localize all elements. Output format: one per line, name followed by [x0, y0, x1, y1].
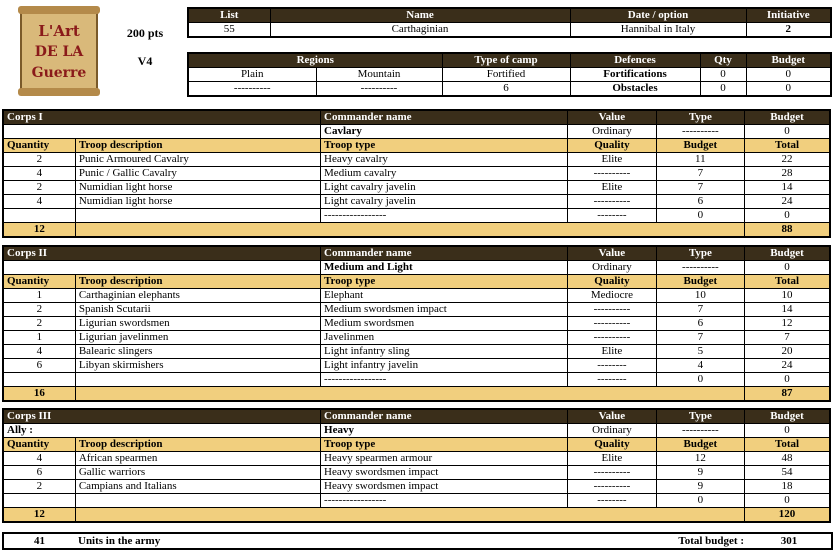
troop-description: Punic Armoured Cavalry — [75, 153, 320, 167]
initiative-header: Initiative — [746, 8, 831, 23]
troop-total: 10 — [745, 289, 830, 303]
troop-budget: 6 — [656, 317, 744, 331]
table-row — [3, 480, 830, 494]
footer-spacer — [319, 533, 571, 549]
troop-description: Gallic warriors — [75, 466, 320, 480]
troop-total: 18 — [745, 480, 830, 494]
troop-budget: 0 — [656, 494, 744, 508]
region-mountain-2: ---------- — [316, 82, 442, 97]
troop-description: Numidian light horse — [75, 181, 320, 195]
troop-total: 54 — [745, 466, 830, 480]
commander-budget: 0 — [745, 261, 830, 275]
troop-quality: ---------- — [568, 331, 656, 345]
commander-row — [3, 424, 830, 438]
troop-budget: 9 — [656, 480, 744, 494]
army-date: Hannibal in Italy — [570, 23, 746, 38]
list-info-table — [187, 7, 832, 38]
corps-sum-total: 120 — [745, 508, 830, 523]
troop-description: Balearic slingers — [75, 345, 320, 359]
troop-type: Light cavalry javelin — [321, 195, 568, 209]
table-row — [3, 167, 830, 181]
troop-type: ----------------- — [321, 373, 568, 387]
table-row — [3, 345, 830, 359]
budget-header: Budget — [745, 409, 830, 424]
camp-header: Type of camp — [442, 53, 570, 68]
table-row — [3, 373, 830, 387]
troop-quality: ---------- — [568, 466, 656, 480]
troop-budget: 7 — [656, 331, 744, 345]
troop-description: Numidian light horse — [75, 195, 320, 209]
corps-title: Corps I — [3, 110, 321, 125]
troop-quantity: 2 — [3, 303, 75, 317]
troop-quantity: 4 — [3, 345, 75, 359]
quantity-header: Quantity — [3, 275, 75, 289]
logo-line-2: DE LA — [34, 44, 84, 60]
regions-table — [187, 52, 832, 97]
table-row — [3, 289, 830, 303]
troop-description: Carthaginian elephants — [75, 289, 320, 303]
troop-quantity: 6 — [3, 359, 75, 373]
troop-header-row — [3, 275, 830, 289]
scroll-logo-icon — [18, 4, 100, 98]
commander-value: Ordinary — [568, 261, 656, 275]
troop-budget-header: Budget — [656, 275, 744, 289]
troop-budget: 11 — [656, 153, 744, 167]
corps-sum-total: 88 — [745, 223, 830, 238]
commander-name-header: Commander name — [321, 110, 568, 125]
troop-budget: 7 — [656, 303, 744, 317]
troop-type: Heavy cavalry — [321, 153, 568, 167]
corps-sum-total: 87 — [745, 387, 830, 402]
troop-total: 24 — [745, 359, 830, 373]
troop-description: Ligurian swordsmen — [75, 317, 320, 331]
corps-title: Corps III — [3, 409, 321, 424]
troop-type: Heavy swordsmen impact — [321, 480, 568, 494]
commander-budget: 0 — [745, 125, 830, 139]
troop-total: 24 — [745, 195, 830, 209]
obstacles-budget: 0 — [746, 82, 831, 97]
ally-label: Ally : — [3, 424, 321, 438]
logo — [18, 4, 100, 98]
troop-quality: Elite — [568, 153, 656, 167]
troop-quantity — [3, 209, 75, 223]
troop-budget: 10 — [656, 289, 744, 303]
troop-total: 14 — [745, 303, 830, 317]
table-row — [3, 209, 830, 223]
troop-quality: ---------- — [568, 317, 656, 331]
troop-description: Campians and Italians — [75, 480, 320, 494]
troop-quantity — [3, 373, 75, 387]
troop-header-row — [3, 139, 830, 153]
budget-header: Budget — [745, 246, 830, 261]
troop-quality: -------- — [568, 373, 656, 387]
troop-budget-header: Budget — [656, 438, 744, 452]
commander-value: Ordinary — [568, 125, 656, 139]
qty-header: Qty — [700, 53, 746, 68]
budget-header: Budget — [745, 110, 830, 125]
troop-quantity: 4 — [3, 452, 75, 466]
table-row — [3, 317, 830, 331]
troop-header-row — [3, 438, 830, 452]
value-header: Value — [568, 110, 656, 125]
quality-header: Quality — [568, 438, 656, 452]
troop-quantity: 2 — [3, 153, 75, 167]
troop-type: Heavy swordsmen impact — [321, 466, 568, 480]
units-count: 41 — [34, 534, 45, 547]
troop-description: Libyan skirmishers — [75, 359, 320, 373]
troop-quality: -------- — [568, 494, 656, 508]
corps-3-table — [2, 408, 831, 523]
commander-name: Medium and Light — [321, 261, 568, 275]
commander-name-header: Commander name — [321, 246, 568, 261]
date-header: Date / option — [570, 8, 746, 23]
commander-name-header: Commander name — [321, 409, 568, 424]
troop-type: ----------------- — [321, 494, 568, 508]
table-row — [3, 303, 830, 317]
region-plain-2: ---------- — [188, 82, 316, 97]
troop-total: 12 — [745, 317, 830, 331]
table-row — [3, 466, 830, 480]
troop-description — [75, 494, 320, 508]
total-budget-value: 301 — [780, 534, 798, 547]
corps-1-table — [2, 109, 831, 238]
troop-budget: 7 — [656, 181, 744, 195]
ally-label — [3, 261, 321, 275]
corps-sum-row — [3, 223, 830, 238]
troop-total: 7 — [745, 331, 830, 345]
camp-type: Fortified — [442, 68, 570, 82]
troop-budget: 4 — [656, 359, 744, 373]
troop-budget: 0 — [656, 209, 744, 223]
commander-row — [3, 261, 830, 275]
total-header: Total — [745, 438, 830, 452]
troop-quantity: 4 — [3, 195, 75, 209]
troop-quantity: 4 — [3, 167, 75, 181]
troop-total: 20 — [745, 345, 830, 359]
quantity-header: Quantity — [3, 438, 75, 452]
list-header: List — [188, 8, 270, 23]
troop-description — [75, 373, 320, 387]
corps-sum-spacer — [75, 508, 744, 523]
army-points: 200 pts — [126, 26, 164, 40]
troop-total: 28 — [745, 167, 830, 181]
total-header: Total — [745, 275, 830, 289]
value-header: Value — [568, 409, 656, 424]
troop-quantity: 1 — [3, 331, 75, 345]
fortifications-qty: 0 — [700, 68, 746, 82]
troop-description: African spearmen — [75, 452, 320, 466]
list-number: 55 — [188, 23, 270, 38]
troop-type: ----------------- — [321, 209, 568, 223]
corps-header-row — [3, 246, 830, 261]
troop-description-header: Troop description — [75, 139, 320, 153]
troop-quality: ---------- — [568, 480, 656, 494]
region-mountain: Mountain — [316, 68, 442, 82]
type-header: Type — [656, 246, 744, 261]
obstacles-qty: 0 — [700, 82, 746, 97]
total-header: Total — [745, 139, 830, 153]
type-header: Type — [656, 110, 744, 125]
defences-header: Defences — [570, 53, 700, 68]
troop-total: 48 — [745, 452, 830, 466]
troop-type-header: Troop type — [321, 139, 568, 153]
troop-type: Light infantry sling — [321, 345, 568, 359]
defence-fortifications: Fortifications — [570, 68, 700, 82]
troop-type-header: Troop type — [321, 438, 568, 452]
army-summary — [2, 532, 833, 550]
troop-budget: 9 — [656, 466, 744, 480]
troop-total: 0 — [745, 494, 830, 508]
troop-quantity: 2 — [3, 480, 75, 494]
corps-sum-quantity: 12 — [3, 508, 75, 523]
troop-description: Spanish Scutarii — [75, 303, 320, 317]
quantity-header: Quantity — [3, 139, 75, 153]
troop-total: 22 — [745, 153, 830, 167]
corps-2-table — [2, 245, 831, 402]
troop-type: Medium cavalry — [321, 167, 568, 181]
ally-label — [3, 125, 321, 139]
value-header: Value — [568, 246, 656, 261]
region-plain: Plain — [188, 68, 316, 82]
troop-type: Heavy spearmen armour — [321, 452, 568, 466]
troop-total: 14 — [745, 181, 830, 195]
commander-type: ---------- — [656, 261, 744, 275]
corps-sum-quantity: 16 — [3, 387, 75, 402]
troop-budget: 12 — [656, 452, 744, 466]
logo-line-1: L'Art — [38, 22, 80, 40]
troop-total: 0 — [745, 373, 830, 387]
troop-description: Ligurian javelinmen — [75, 331, 320, 345]
army-name: Carthaginian — [270, 23, 570, 38]
troop-quality: Elite — [568, 181, 656, 195]
name-header: Name — [270, 8, 570, 23]
troop-type: Light cavalry javelin — [321, 181, 568, 195]
regions-header: Regions — [188, 53, 442, 68]
commander-name: Heavy — [321, 424, 568, 438]
initiative-value: 2 — [746, 23, 831, 38]
table-row — [3, 452, 830, 466]
troop-description: Punic / Gallic Cavalry — [75, 167, 320, 181]
fortifications-budget: 0 — [746, 68, 831, 82]
corps-header-row — [3, 110, 830, 125]
troop-type: Medium swordsmen impact — [321, 303, 568, 317]
troop-quality: ---------- — [568, 167, 656, 181]
commander-name: Cavlary — [321, 125, 568, 139]
corps-title: Corps II — [3, 246, 321, 261]
troop-budget-header: Budget — [656, 139, 744, 153]
commander-budget: 0 — [745, 424, 830, 438]
troop-budget: 5 — [656, 345, 744, 359]
rules-version: V4 — [137, 54, 153, 68]
troop-quality: Mediocre — [568, 289, 656, 303]
corps-sum-spacer — [75, 387, 744, 402]
troop-quality: Elite — [568, 452, 656, 466]
corps-header-row — [3, 409, 830, 424]
corps-sum-row — [3, 387, 830, 402]
troop-type: Javelinmen — [321, 331, 568, 345]
troop-quantity — [3, 494, 75, 508]
troop-type-header: Troop type — [321, 275, 568, 289]
type-header: Type — [656, 409, 744, 424]
troop-type: Medium swordsmen — [321, 317, 568, 331]
logo-line-3: Guerre — [31, 65, 87, 81]
table-row — [3, 195, 830, 209]
troop-quantity: 1 — [3, 289, 75, 303]
troop-description — [75, 209, 320, 223]
troop-total: 0 — [745, 209, 830, 223]
troop-budget: 0 — [656, 373, 744, 387]
corps-sum-quantity: 12 — [3, 223, 75, 238]
corps-sum-spacer — [75, 223, 744, 238]
table-row — [3, 331, 830, 345]
camp-value: 6 — [442, 82, 570, 97]
troop-quantity: 6 — [3, 466, 75, 480]
table-row — [3, 494, 830, 508]
troop-type: Light infantry javelin — [321, 359, 568, 373]
table-row — [3, 181, 830, 195]
troop-quality: ---------- — [568, 303, 656, 317]
troop-quality: -------- — [568, 209, 656, 223]
table-row — [3, 359, 830, 373]
regions-budget-header: Budget — [746, 53, 831, 68]
troop-quantity: 2 — [3, 317, 75, 331]
defence-obstacles: Obstacles — [570, 82, 700, 97]
troop-budget: 7 — [656, 167, 744, 181]
troop-budget: 6 — [656, 195, 744, 209]
commander-type: ---------- — [656, 424, 744, 438]
units-label: Units in the army — [78, 534, 161, 547]
commander-row — [3, 125, 830, 139]
troop-quantity: 2 — [3, 181, 75, 195]
troop-description-header: Troop description — [75, 438, 320, 452]
commander-value: Ordinary — [568, 424, 656, 438]
total-budget-label: Total budget : — [678, 534, 744, 547]
table-row — [3, 153, 830, 167]
troop-quality: ---------- — [568, 195, 656, 209]
troop-quality: Elite — [568, 345, 656, 359]
troop-type: Elephant — [321, 289, 568, 303]
quality-header: Quality — [568, 275, 656, 289]
quality-header: Quality — [568, 139, 656, 153]
corps-sum-row — [3, 508, 830, 523]
commander-type: ---------- — [656, 125, 744, 139]
troop-quality: -------- — [568, 359, 656, 373]
troop-description-header: Troop description — [75, 275, 320, 289]
